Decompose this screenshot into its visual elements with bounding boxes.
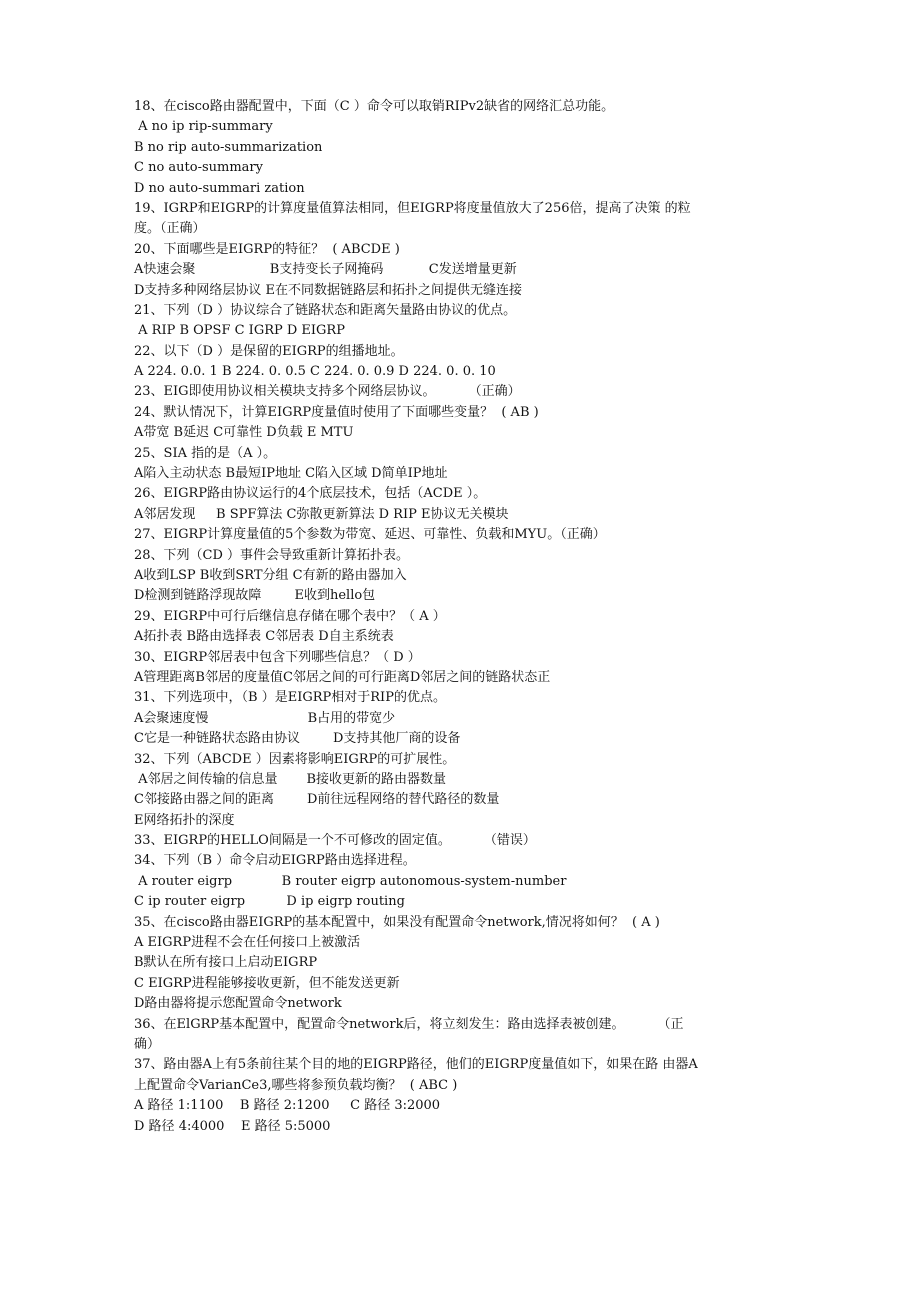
text-line-26: 29、EIGRP中可行后继信息存储在哪个表中？（ A ） bbox=[134, 608, 446, 624]
text-line-45: D路由器将提示您配置命令network bbox=[134, 996, 342, 1012]
text-line-4: C no auto-summary bbox=[134, 160, 263, 176]
text-line-9: A快速会聚 B支持变长子网掩码 C发送增量更新 bbox=[134, 262, 517, 278]
text-line-24: A收到LSP B收到SRT分组 C有新的路由器加入 bbox=[134, 567, 407, 583]
text-line-44: C EIGRP进程能够接收更新，但不能发送更新 bbox=[134, 975, 400, 991]
text-line-8: 20、下面哪些是EIGRP的特征？ ( ABCDE ) bbox=[134, 241, 400, 257]
text-line-42: A EIGRP进程不会在任何接口上被激活 bbox=[134, 935, 361, 951]
text-line-48: 37、路由器A上有5条前往某个目的地的EIGRP路径，他们的EIGRP度量值如下，如果在路 由器A bbox=[134, 1057, 698, 1073]
text-line-32: C它是一种链路状态路由协议 D支持其他厂商的设备 bbox=[134, 731, 461, 747]
text-line-5: D no auto-summari zation bbox=[134, 180, 305, 196]
text-line-35: C邻接路由器之间的距离 D前往远程网络的替代路径的数量 bbox=[134, 792, 500, 808]
text-line-12: A RIP B OPSF C IGRP D EIGRP bbox=[134, 323, 345, 339]
text-line-40: C ip router eigrp D ip eigrp routing bbox=[134, 894, 405, 910]
text-line-19: A陷入主动状态 B最短IP地址 C陷入区域 D简单IP地址 bbox=[134, 466, 448, 482]
text-line-50: A 路径 1:1100 B 路径 2:1200 C 路径 3:2000 bbox=[134, 1098, 441, 1114]
text-line-15: 23、EIG即使用协议相关模块支持多个网络层协议。 （正确） bbox=[134, 384, 521, 400]
text-line-2: A no ip rip-summary bbox=[134, 119, 273, 135]
text-line-30: 31、下列选项中，（B ）是EIGRP相对于RIP的优点。 bbox=[134, 690, 446, 706]
text-line-17: A带宽 B延迟 C可靠性 D负载 E MTU bbox=[134, 425, 354, 441]
text-line-41: 35、在cisco路由器EIGRP的基本配置中，如果没有配置命令network,情况将如何？ ( A ) bbox=[134, 914, 660, 930]
text-line-37: 33、EIGRP的HELLO间隔是一个不可修改的固定值。 （错误） bbox=[134, 833, 536, 849]
text-line-51: D 路径 4:4000 E 路径 5:5000 bbox=[134, 1118, 331, 1134]
text-line-1: 18、在cisco路由器配置中，下面（C ）命令可以取销RIPv2缺省的网络汇总功能。 bbox=[134, 99, 615, 114]
text-line-7: 度。（正确） bbox=[134, 221, 206, 237]
text-line-21: A邻居发现 B SPF算法 C弥散更新算法 D RIP E协议无关模块 bbox=[134, 506, 509, 522]
text-line-36: E网络拓扑的深度 bbox=[134, 812, 235, 828]
text-line-11: 21、下列（D ）协议综合了链路状态和距离矢量路由协议的优点。 bbox=[134, 302, 517, 318]
text-line-13: 22、以下（D ）是保留的EIGRP的组播地址。 bbox=[134, 343, 404, 359]
text-line-27: A拓扑表 B路由选择表 C邻居表 D自主系统表 bbox=[134, 629, 394, 645]
document-body bbox=[134, 97, 784, 1137]
text-line-22: 27、EIGRP计算度量值的5个参数为带宽、延迟、可靠性、负载和MYU。（正确） bbox=[134, 527, 606, 543]
text-line-3: B no rip auto-summarization bbox=[134, 139, 323, 155]
text-line-34: A邻居之间传输的信息量 B接收更新的路由器数量 bbox=[134, 771, 447, 787]
text-line-49: 上配置命令VarianCe3,哪些将参预负载均衡？ ( ABC ) bbox=[134, 1077, 458, 1093]
text-line-29: A管理距离B邻居的度量值C邻居之间的可行距离D邻居之间的链路状态正 bbox=[134, 669, 551, 685]
text-line-16: 24、默认情况下，计算EIGRP度量值时使用了下面哪些变量？ ( AB ) bbox=[134, 404, 539, 420]
text-line-28: 30、EIGRP邻居表中包含下列哪些信息？（ D ） bbox=[134, 649, 421, 665]
text-line-6: 19、IGRP和EIGRP的计算度量值算法相同，但EIGRP将度量值放大了256倍，提高了决策 的粒 bbox=[134, 200, 691, 216]
text-line-43: B默认在所有接口上启动EIGRP bbox=[134, 955, 318, 971]
text-line-18: 25、SIA 指的是（A ）。 bbox=[134, 445, 277, 461]
text-line-23: 28、下列（CD ）事件会导致重新计算拓扑表。 bbox=[134, 547, 410, 563]
text-line-10: D支持多种网络层协议 E在不同数据链路层和拓扑之间提供无缝连接 bbox=[134, 282, 523, 298]
text-line-38: 34、下列（B ）命令启动EIGRP路由选择进程。 bbox=[134, 853, 416, 869]
text-line-46: 36、在ElGRP基本配置中，配置命令network后，将立刻发生：路由选择表被创建。 （正 bbox=[134, 1016, 684, 1032]
text-line-31: A会聚速度慢 B占用的带宽少 bbox=[134, 710, 396, 726]
text-line-20: 26、EIGRP路由协议运行的4个底层技术，包括（ACDE ）。 bbox=[134, 486, 487, 502]
text-line-47: 确） bbox=[134, 1036, 161, 1052]
text-line-33: 32、下列（ABCDE ）因素将影响EIGRP的可扩展性。 bbox=[134, 751, 456, 767]
text-line-39: A router eigrp B router eigrp autonomous-system-number bbox=[134, 873, 567, 889]
text-line-25: D检测到链路浮现故障 E收到hello包 bbox=[134, 588, 376, 604]
text-line-14: A 224. 0.0. 1 B 224. 0. 0.5 C 224. 0. 0.9 D 224. 0. 0. 10 bbox=[134, 364, 496, 380]
